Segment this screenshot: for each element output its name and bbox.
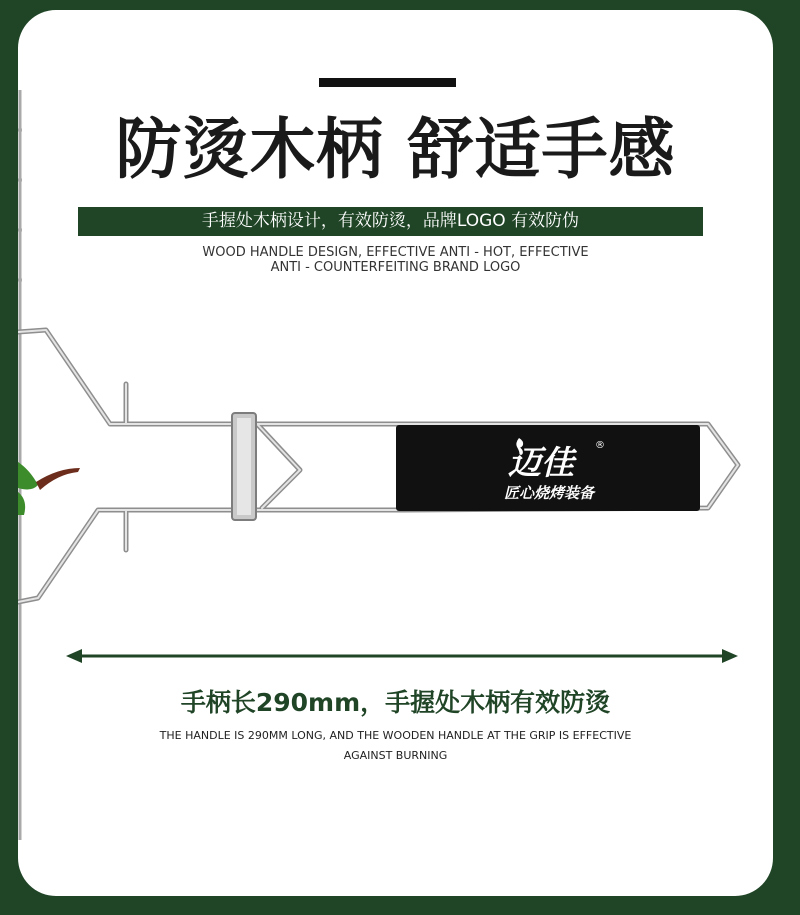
english-subtitle-line-2: ANTI - COUNTERFEITING BRAND LOGO xyxy=(270,260,521,275)
handle-length-caption-english xyxy=(18,726,773,766)
herb-garnish xyxy=(18,462,80,515)
caption-english-line-2: AGAINST BURNING xyxy=(343,749,448,762)
handle-length-caption: 手柄长290mm，手握处木柄有效防烫 xyxy=(180,688,611,717)
caption-english-line-1: THE HANDLE IS 290MM LONG, AND THE WOODEN HANDLE AT THE GRIP IS EFFECTIVE xyxy=(159,729,632,742)
page-headline: 防烫木柄 舒适手感 xyxy=(115,111,676,188)
brand-logo-tagline: 匠心烧烤装备 xyxy=(504,484,595,502)
brand-logo-name: 迈佳 xyxy=(508,443,574,482)
feature-banner: 手握处木柄设计，有效防烫，品牌LOGO 有效防伪 xyxy=(78,207,703,236)
english-subtitle-line-1: WOOD HANDLE DESIGN, EFFECTIVE ANTI - HOT, EFFECTIVE xyxy=(202,245,589,260)
registered-mark: ® xyxy=(595,440,605,451)
content-card xyxy=(18,10,773,896)
length-dimension-arrow xyxy=(66,646,738,666)
